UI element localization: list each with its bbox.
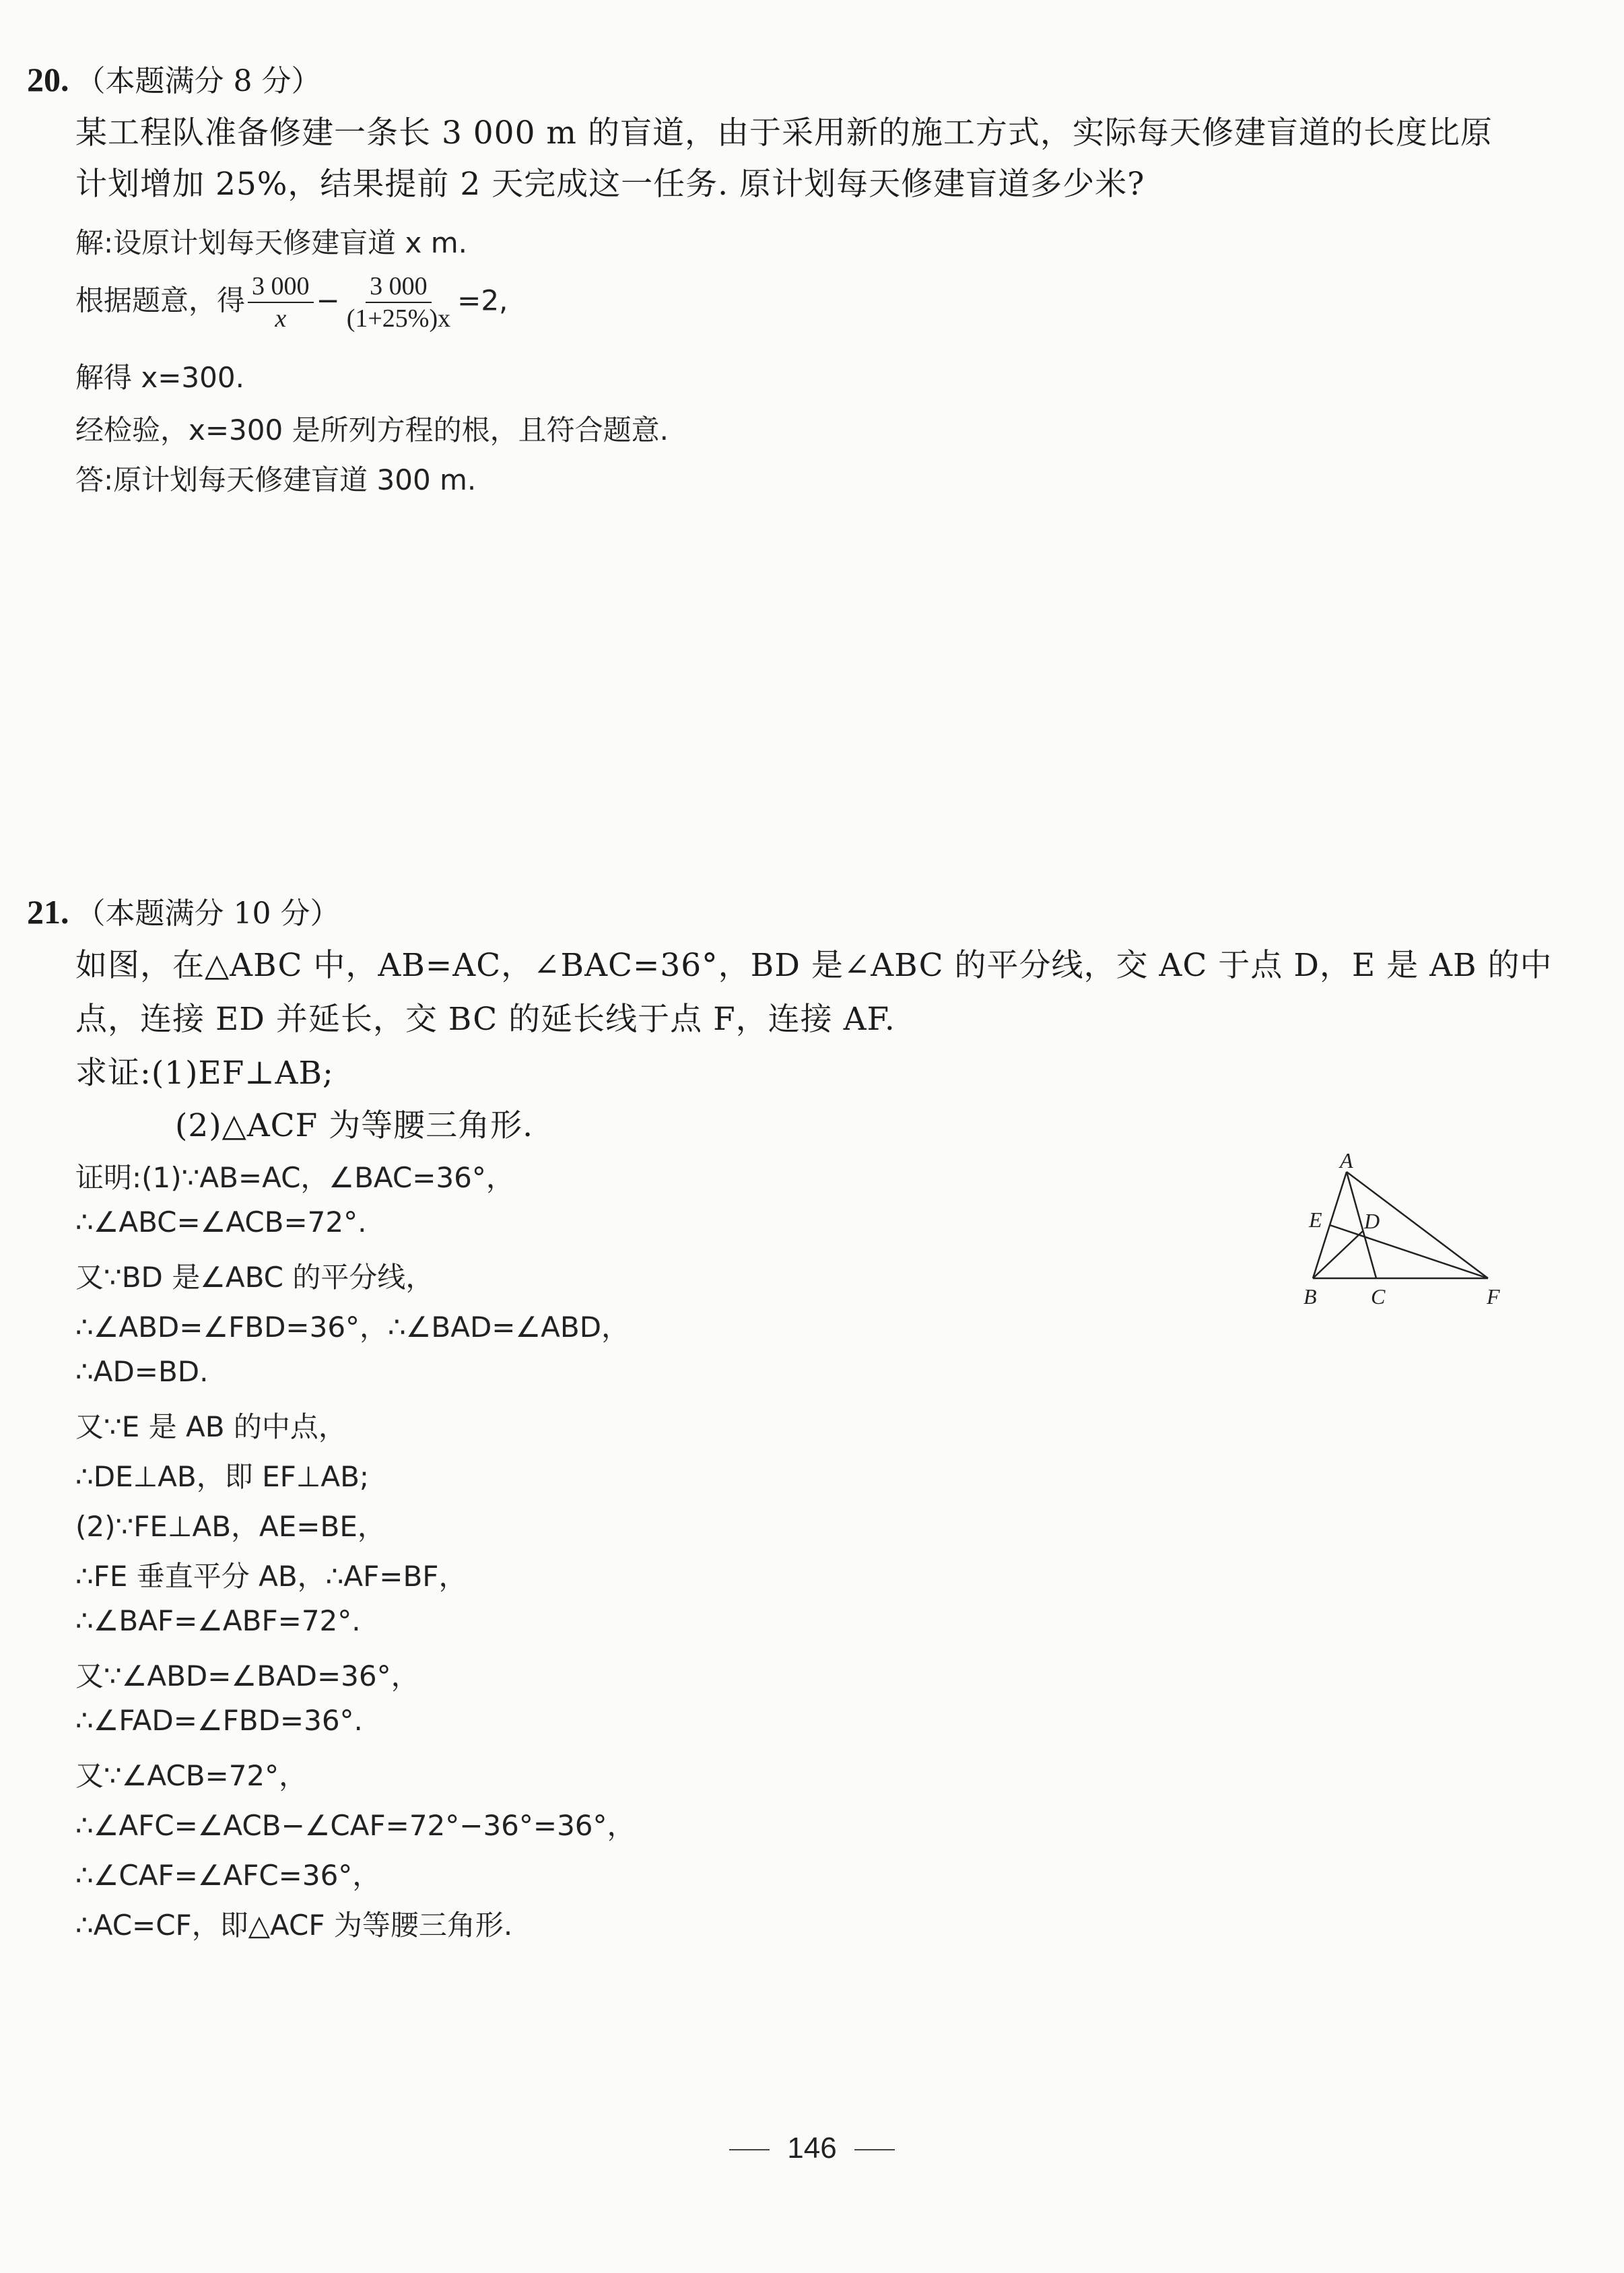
label-a: A — [1340, 1152, 1353, 1173]
q21-stem-line2: 点，连接 ED 并延长，交 BC 的延长线于点 F，连接 AF. — [75, 1001, 895, 1038]
proof-line: ∴AD=BD. — [75, 1355, 209, 1388]
proof-line: 又∵BD 是∠ABC 的平分线， — [75, 1261, 434, 1294]
proof-line: 又∵E 是 AB 的中点， — [75, 1410, 347, 1443]
proof-line: (2)∵FE⊥AB，AE=BE， — [75, 1510, 386, 1543]
q20-header — [27, 57, 320, 100]
q20-eq-frac1-den: x — [275, 304, 287, 333]
proof-line: ∴AC=CF，即△ACF 为等腰三角形. — [75, 1909, 513, 1942]
label-e: E — [1309, 1208, 1322, 1232]
q20-eq-fraction-1 — [248, 271, 314, 334]
proof-line: ∴∠FAD=∠FBD=36°. — [75, 1704, 363, 1737]
q20-eq-minus: − — [316, 284, 340, 317]
footer-dash-right — [854, 2149, 895, 2150]
q20-eq-frac2-den: (1+25%)x — [346, 304, 451, 333]
q20-eq-frac2-num: 3 000 — [366, 271, 432, 303]
q21-number: 21. — [27, 893, 69, 931]
q20-eq-prefix: 根据题意，得 — [75, 284, 246, 317]
proof-line: 证明:(1)∵AB=AC，∠BAC=36°， — [75, 1161, 514, 1194]
q20-solution-answer: 答:原计划每天修建盲道 300 m. — [75, 463, 477, 496]
proof-line: ∴∠ABD=∠FBD=36°，∴∠BAD=∠ABD， — [75, 1311, 630, 1344]
q20-eq-suffix: =2, — [457, 284, 508, 317]
q20-score: （本题满分 8 分） — [75, 64, 321, 98]
label-c: C — [1371, 1284, 1386, 1309]
label-f: F — [1487, 1284, 1500, 1309]
q21-prove-line2: (2)△ACF 为等腰三角形. — [175, 1107, 534, 1144]
q20-solution-check: 经检验，x=300 是所列方程的根，且符合题意. — [75, 414, 669, 447]
q20-eq-frac1-num: 3 000 — [248, 271, 314, 303]
proof-line: ∴FE 垂直平分 AB，∴AF=BF， — [75, 1560, 467, 1593]
proof-line: ∴∠AFC=∠ACB−∠CAF=72°−36°=36°， — [75, 1809, 636, 1842]
q20-solution-result: 解得 x=300. — [75, 361, 244, 394]
proof-line: 又∵∠ACB=72°， — [75, 1759, 308, 1792]
page-number: 146 — [787, 2132, 837, 2165]
proof-line: ∴∠CAF=∠AFC=36°， — [75, 1859, 381, 1892]
q20-number: 20. — [27, 61, 69, 98]
q21-prove-line1: 求证:(1)EF⊥AB; — [75, 1055, 334, 1092]
q20-eq-fraction-2 — [343, 271, 454, 334]
proof-line: ∴∠BAF=∠ABF=72°. — [75, 1604, 361, 1637]
label-b: B — [1304, 1284, 1317, 1309]
footer-dash-left — [729, 2149, 770, 2150]
q21-score: （本题满分 10 分） — [75, 896, 340, 931]
page-footer — [0, 2132, 1624, 2165]
q20-solution-setup: 解:设原计划每天修建盲道 x m. — [75, 226, 467, 259]
q21-header — [27, 889, 339, 932]
q20-stem-line1: 某工程队准备修建一条长 3 000 m 的盲道，由于采用新的施工方式，实际每天修建盲道的长度比原 — [75, 114, 1493, 152]
proof-line: ∴∠ABC=∠ACB=72°. — [75, 1206, 367, 1239]
proof-line: ∴DE⊥AB，即 EF⊥AB; — [75, 1460, 370, 1493]
segment-ef — [1330, 1225, 1488, 1278]
q21-triangle-figure — [1293, 1152, 1515, 1313]
q21-stem-line1: 如图，在△ABC 中，AB=AC，∠BAC=36°，BD 是∠ABC 的平分线，交 AC 于点 D，E 是 AB 的中 — [75, 947, 1553, 984]
q20-equation — [75, 271, 508, 334]
proof-line: 又∵∠ABD=∠BAD=36°， — [75, 1659, 419, 1692]
q20-stem-line2: 计划增加 25%，结果提前 2 天完成这一任务. 原计划每天修建盲道多少米? — [75, 166, 1145, 203]
label-d: D — [1364, 1209, 1380, 1233]
